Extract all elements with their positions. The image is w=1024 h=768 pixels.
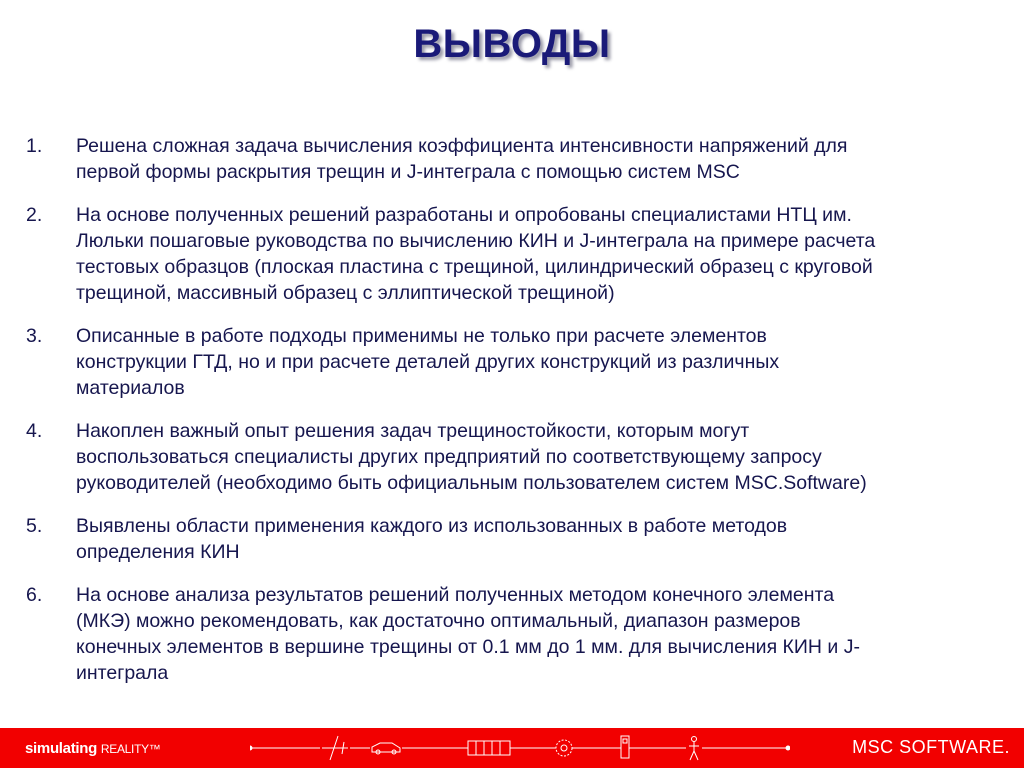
item-text-line: Накоплен важный опыт решения задач трещиностойкости, которым могут: [76, 420, 750, 442]
item-text-line: Описанные в работе подходы применимы не только при расчете элементов: [76, 325, 767, 347]
tagline-bold: simulating: [25, 740, 98, 757]
tagline: [25, 740, 161, 757]
item-text-line: воспользоваться специалисты других предприятий по соответствующему запросу: [76, 446, 822, 468]
person-icon: [686, 735, 702, 761]
item-number: 3.: [26, 325, 43, 347]
car-icon: [370, 740, 402, 756]
list-item: [26, 582, 1016, 686]
item-text-line: первой формы раскрытия трещин и J-интеграла с помощью систем MSC: [76, 161, 740, 183]
footer-bar: [0, 728, 1024, 768]
airplane-icon: [320, 736, 350, 760]
list-item: [26, 418, 1016, 496]
item-number: 6.: [26, 584, 43, 606]
item-text-line: интеграла: [76, 662, 169, 684]
item-number: 4.: [26, 420, 43, 442]
item-text-line: На основе полученных решений разработаны и опробованы специалистами НТЦ им.: [76, 204, 852, 226]
list-item: [26, 202, 1016, 306]
list-item: [26, 133, 1016, 185]
item-number: 1.: [26, 135, 43, 157]
list-item: [26, 513, 1016, 565]
item-number: 2.: [26, 204, 43, 226]
slide-title: ВЫВОДЫ: [413, 22, 611, 66]
item-text-line: материалов: [76, 377, 185, 399]
item-text-line: конечных элементов в вершине трещины от 0.1 мм до 1 мм. для вычисления КИН и J-: [76, 636, 860, 658]
item-number: 5.: [26, 515, 43, 537]
item-text-line: руководителей (необходимо быть официальным пользователем систем MSC.Software): [76, 472, 867, 494]
item-text-line: Выявлены области применения каждого из использованных в работе методов: [76, 515, 788, 537]
item-text-line: определения КИН: [76, 541, 240, 563]
gear-icon: [556, 740, 572, 756]
list-item: [26, 323, 1016, 401]
msc-software-logo: MSC SOFTWARE.: [852, 737, 1010, 757]
tagline-rest: REALITY™: [100, 742, 161, 756]
item-text-line: тестовых образцов (плоская пластина с трещиной, цилиндрический образец с круговой: [76, 256, 873, 278]
industry-icons-strip: [250, 732, 790, 764]
item-text-line: На основе анализа результатов решений полученных методом конечного элемента: [76, 584, 835, 606]
item-text-line: Люльки пошаговые руководства по вычислению КИН и J-интеграла на примере расчета: [76, 230, 876, 252]
item-text-line: (МКЭ) можно рекомендовать, как достаточно оптимальный, диапазон размеров: [76, 610, 801, 632]
item-text-line: трещиной, массивный образец с эллиптической трещиной): [76, 282, 615, 304]
item-text-line: Решена сложная задача вычисления коэффициента интенсивности напряжений для: [76, 135, 848, 157]
bus-icon: [468, 741, 510, 755]
phone-icon: [621, 736, 629, 758]
conclusions-list: [26, 133, 1016, 703]
item-text-line: конструкции ГТД, но и при расчете деталей других конструкций из различных: [76, 351, 780, 373]
